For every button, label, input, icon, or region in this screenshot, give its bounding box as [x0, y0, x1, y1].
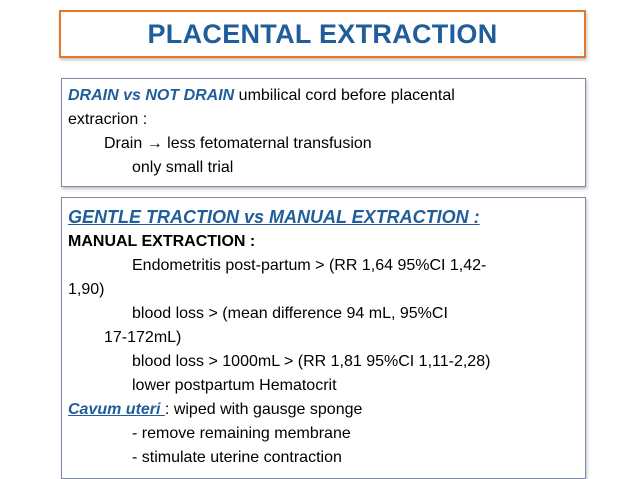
drain-section [61, 78, 586, 187]
traction-section [61, 197, 586, 479]
item-blood-loss-cont: 17-172mL) [104, 329, 182, 346]
drain-line-1 [68, 84, 585, 108]
cavum-item-1: - remove remaining membrane [132, 425, 351, 442]
drain-line-1-text: umbilical cord before placental [234, 87, 455, 104]
item-blood-loss: blood loss > (mean difference 94 mL, 95%CI [132, 305, 448, 322]
cavum-text: : wiped with gausge sponge [164, 401, 363, 418]
drain-highlight: DRAIN vs NOT DRAIN [68, 87, 235, 104]
cavum-label: Cavum uteri [68, 401, 165, 418]
cavum-line [68, 398, 585, 422]
item-endometritis-cont: 1,90) [68, 281, 105, 298]
drain-line-4: only small trial [132, 159, 234, 176]
item-hematocrit: lower postpartum Hematocrit [132, 377, 337, 394]
slide-title: PLACENTAL EXTRACTION [147, 18, 498, 49]
manual-extraction-subheading: MANUAL EXTRACTION : [68, 233, 256, 250]
item-blood-loss-1000: blood loss > 1000mL > (RR 1,81 95%CI 1,11-2,28) [132, 353, 491, 370]
drain-line-3 [68, 132, 585, 156]
drain-line-2: extracrion : [68, 111, 148, 128]
arrow-right-icon: → [146, 135, 163, 152]
cavum-item-2: - stimulate uterine contraction [132, 449, 342, 466]
title-box [59, 10, 586, 58]
traction-heading: GENTLE TRACTION vs MANUAL EXTRACTION : [68, 207, 480, 227]
drain-line-3-text: less fetomaternal transfusion [162, 135, 372, 152]
drain-line-3-start: Drain [104, 135, 147, 152]
item-endometritis: Endometritis post-partum > (RR 1,64 95%CI 1,42- [132, 257, 487, 274]
